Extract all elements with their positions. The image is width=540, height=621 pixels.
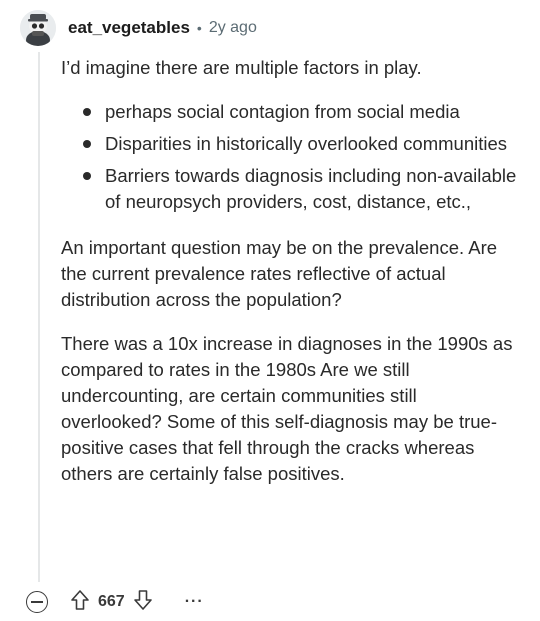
snoo-avatar-icon[interactable] — [20, 10, 56, 46]
action-bar — [26, 588, 204, 616]
list-item — [61, 99, 521, 125]
upvote-arrow-icon[interactable] — [70, 589, 90, 616]
comment-header — [20, 10, 257, 46]
vote-group — [70, 589, 153, 616]
list-item-text: Disparities in historically overlooked communities — [105, 133, 508, 154]
timestamp[interactable]: 2y ago — [208, 19, 257, 36]
intro-text: I’d imagine there are multiple factors in play. — [61, 57, 422, 78]
downvote-arrow-icon[interactable] — [133, 589, 153, 616]
bullet-dot — [83, 172, 91, 180]
comment-body — [61, 55, 521, 487]
more-options-icon[interactable]: ··· — [184, 593, 204, 610]
username[interactable]: eat_vegetables — [68, 18, 190, 37]
bullet-dot — [83, 108, 91, 116]
separator: • — [196, 20, 202, 36]
list-item-text: Barriers towards diagnosis including non-available of neuropsych providers, cost, distance, etc., — [105, 165, 517, 212]
list-item — [61, 163, 521, 215]
bullet-list — [61, 99, 521, 215]
bullet-dot — [83, 140, 91, 148]
paragraph-diagnoses: There was a 10x increase in diagnoses in the 1990s as compared to rates in the 1980s Are we still undercounting, are certain communities still overlooked? Some of this self-diagnosis may be true-positive cases that fell through the cracks whereas others are certainly false positives. — [61, 333, 513, 484]
paragraph-prevalence: An important question may be on the prevalence. Are the current prevalence rates reflective of actual distribution across the population? — [61, 237, 498, 310]
thread-line[interactable] — [38, 52, 40, 582]
collapse-icon[interactable] — [26, 591, 48, 613]
list-item — [61, 131, 521, 157]
list-item-text: perhaps social contagion from social media — [105, 101, 460, 122]
vote-count: 667 — [98, 593, 125, 610]
